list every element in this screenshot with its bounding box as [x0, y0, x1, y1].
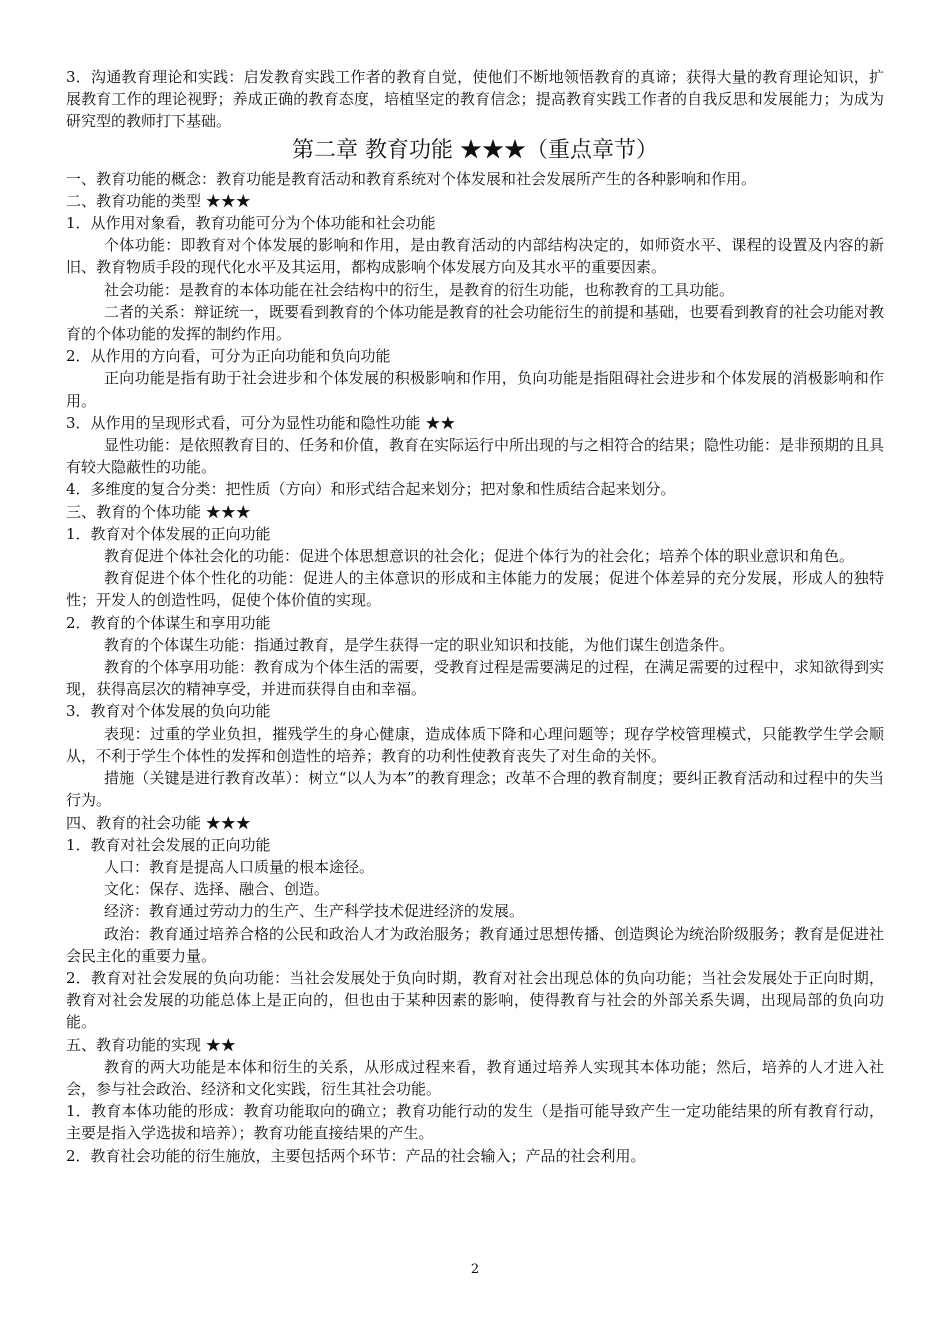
- paragraph-economy: 经济：教育通过劳动力的生产、生产科学技术促进经济的发展。: [104, 902, 525, 921]
- paragraph-social-function: 社会功能：是教育的本体功能在社会结构中的衍生，是教育的衍生功能，也称教育的工具功能。: [104, 280, 735, 299]
- document-page: [66, 66, 884, 1167]
- paragraph-manifestation: 表现：过重的学业负担，摧残学生的身心健康，造成体质下降和心理问题等；现存学校管理模式，只能教学生学会顺从，不利于学生个体性的发挥和创造性的培养；教育的功利性使教育丧失了对生命的关怀。: [66, 724, 884, 765]
- item-3-3-heading: 3．教育对个体发展的负向功能: [66, 702, 271, 721]
- item-5-2-derivation: 2．教育社会功能的衍生施放，主要包括两个环节：产品的社会输入；产品的社会利用。: [66, 1146, 646, 1165]
- paragraph-politics: 政治：教育通过培养合格的公民和政治人才为政治服务；教育通过思想传播、创造舆论为统治阶级服务；教育是促进社会民主化的重要力量。: [66, 924, 885, 965]
- item-3-1-heading: 1．教育对个体发展的正向功能: [66, 524, 271, 543]
- paragraph-socialization: 教育促进个体社会化的功能：促进个体思想意识的社会化；促进个体行为的社会化；培养个体的职业意识和角色。: [104, 547, 855, 566]
- paragraph-3-theory-practice: 3．沟通教育理论和实践：启发教育实践工作者的教育自觉，使他们不断地领悟教育的真谛；获得大量的教育理论知识，扩展教育工作的理论视野；养成正确的教育态度，培植坚定的教育信念；提高教育实践工作者的自我反思和发展能力；为成为研究型的教师打下基础。: [66, 68, 884, 131]
- item-4-2-negative-social: 2．教育对社会发展的负向功能：当社会发展处于负向时期，教育对社会出现总体的负向功能；当社会发展处于正向时期，教育对社会发展的功能总体上是正向的，但也由于某种因素的影响，使得教育与社会的外部关系失调，出现局部的负向功能。: [66, 968, 884, 1032]
- item-1-heading: 1．从作用对象看，教育功能可分为个体功能和社会功能: [66, 214, 436, 233]
- paragraph-explicit-implicit: 显性功能：是依照教育目的、任务和价值，教育在实际运行中所出现的与之相符合的结果；隐性功能：是非预期的且具有较大隐蔽性的功能。: [66, 436, 885, 477]
- paragraph-realization: 教育的两大功能是本体和衍生的关系，从形成过程来看，教育通过培养人实现其本体功能；然后，培养的人才进入社会，参与社会政治、经济和文化实践，衍生其社会功能。: [66, 1057, 884, 1098]
- paragraph-individualization: 教育促进个体个性化的功能：促进人的主体意识的形成和主体能力的发展；促进个体差异的充分发展，形成人的独特性；开发人的创造性吗，促使个体价值的实现。: [66, 569, 884, 610]
- paragraph-enjoyment: 教育的个体享用功能：教育成为个体生活的需要，受教育过程是需要满足的过程，在满足需要的过程中，求知欲得到实现，获得高层次的精神享受，并进而获得自由和幸福。: [66, 658, 885, 699]
- section-2-heading: 二、教育功能的类型 ★★★: [66, 191, 251, 210]
- item-3-2-heading: 2．教育的个体谋生和享用功能: [66, 613, 271, 632]
- paragraph-relationship: 二者的关系：辩证统一，既要看到教育的个体功能是教育的社会功能衍生的前提和基础，也要看到教育的社会功能对教育的个体功能的发挥的制约作用。: [66, 302, 885, 344]
- item-4-composite: 4．多维度的复合分类：把性质（方向）和形式结合起来划分；把对象和性质结合起来划分。: [66, 480, 676, 499]
- page-number: 2: [470, 1262, 480, 1277]
- paragraph-positive-negative: 正向功能是指有助于社会进步和个体发展的积极影响和作用，负向功能是指阻碍社会进步和个体发展的消极影响和作用。: [66, 369, 884, 410]
- paragraph-livelihood: 教育的个体谋生功能：指通过教育，是学生获得一定的职业知识和技能，为他们谋生创造条件。: [104, 635, 735, 654]
- item-3-heading: 3．从作用的呈现形式看，可分为显性功能和隐性功能 ★★: [66, 413, 456, 432]
- item-2-heading: 2．从作用的方向看，可分为正向功能和负向功能: [66, 347, 391, 366]
- section-3-heading: 三、教育的个体功能 ★★★: [66, 502, 251, 521]
- chapter-title: 第二章 教育功能 ★★★（重点章节）: [292, 137, 658, 163]
- section-5-heading: 五、教育功能的实现 ★★: [66, 1035, 236, 1054]
- paragraph-population: 人口：教育是提高人口质量的根本途径。: [104, 857, 375, 876]
- paragraph-measures: 措施（关键是进行教育改革）：树立“以人为本”的教育理念；改革不合理的教育制度；要纠正教育活动和过程中的失当行为。: [66, 769, 884, 810]
- item-5-1-formation: 1．教育本体功能的形成：教育功能取向的确立；教育功能行动的发生（是指可能导致产生一定功能结果的所有教育行动，主要是指入学选拔和培养）；教育功能直接结果的产生。: [66, 1102, 884, 1143]
- section-4-heading: 四、教育的社会功能 ★★★: [66, 813, 251, 832]
- paragraph-culture: 文化：保存、选择、融合、创造。: [104, 880, 330, 899]
- item-4-1-heading: 1．教育对社会发展的正向功能: [66, 835, 271, 854]
- paragraph-individual-function: 个体功能：即教育对个体发展的影响和作用，是由教育活动的内部结构决定的，如师资水平、课程的设置及内容的新旧、教育物质手段的现代化水平及其运用，都构成影响个体发展方向及其水平的重要因素。: [66, 236, 884, 277]
- section-1-concept: 一、教育功能的概念：教育功能是教育活动和教育系统对个体发展和社会发展所产生的各种影响和作用。: [66, 169, 757, 188]
